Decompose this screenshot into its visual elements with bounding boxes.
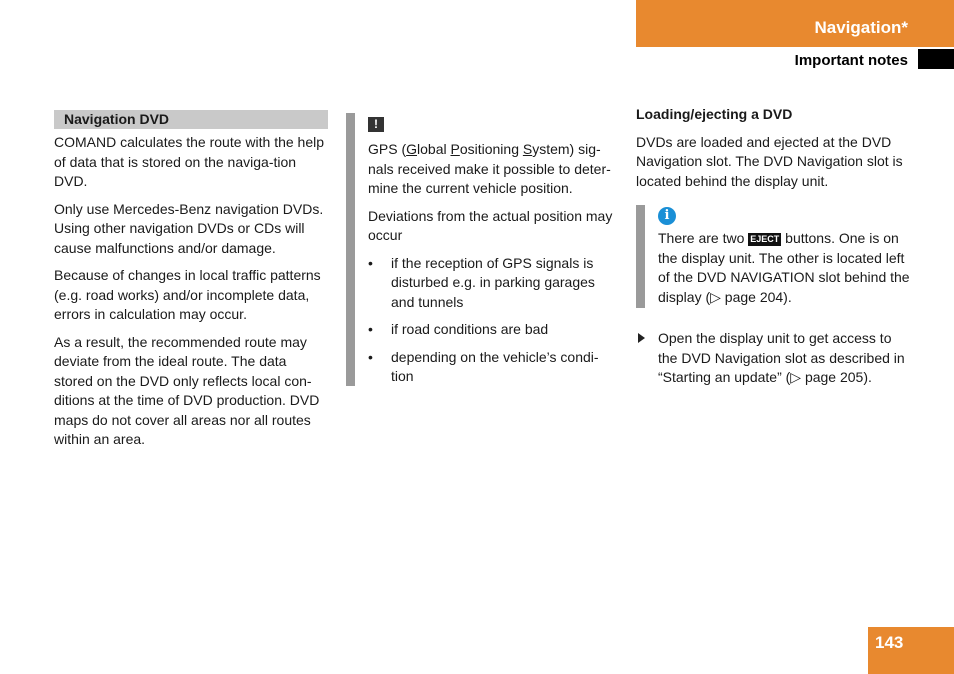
page-number-text: 143	[875, 633, 904, 652]
page-number	[868, 627, 954, 674]
chapter-title: Navigation*	[814, 18, 908, 37]
paragraph: Only use Mercedes-Benz navigation DVDs. Using other navigation DVDs or CDs will cause malfunctions and/or damage.	[54, 200, 324, 256]
warning-box	[346, 113, 618, 387]
deviation-list	[368, 254, 618, 387]
gps-paragraph: GPS (Global Positioning System) sig-nals received make it possible to deter-mine the current vehicle position.	[368, 141, 611, 196]
paragraph: Because of changes in local traffic patterns (e.g. road works) and/or incomplete data, errors in calculation may occur.	[54, 267, 321, 322]
list-item: • depending on the vehicle’s condi-tion	[368, 348, 618, 387]
instruction-step	[636, 329, 910, 388]
column-navigation-dvd	[54, 110, 328, 458]
intro-paragraph: DVDs are loaded and ejected at the DVD Navigation slot. The DVD Navigation slot is located behind the display unit.	[636, 133, 903, 189]
info-box	[636, 205, 910, 307]
step-text: Open the display unit to get access to the DVD Navigation slot as described in “Starting an update” (▷ page 205).	[658, 330, 905, 385]
loading-ejecting-heading: Loading/ejecting a DVD	[636, 106, 793, 122]
deviations-paragraph: Deviations from the actual position may occur	[368, 207, 613, 243]
eject-button-icon: EJECT	[750, 234, 780, 244]
list-item: • if the reception of GPS signals is disturbed e.g. in parking garages and tunnels	[368, 254, 618, 313]
step-arrow-icon	[638, 333, 645, 343]
paragraph: COMAND calculates the route with the help of data that is stored on the naviga-tion DVD.	[54, 134, 325, 189]
info-icon: i	[658, 207, 676, 225]
column-warning	[346, 113, 618, 395]
list-item: • if road conditions are bad	[368, 320, 618, 340]
chapter-header	[636, 0, 954, 47]
section-marker	[918, 49, 954, 69]
warning-icon: !	[368, 117, 384, 132]
column-loading-ejecting	[636, 105, 910, 388]
navigation-dvd-heading: Navigation DVD	[54, 110, 328, 129]
section-title: Important notes	[794, 52, 908, 69]
info-sidebar	[636, 205, 645, 308]
warning-sidebar	[346, 113, 355, 386]
info-paragraph: There are two EJECT buttons. One is on the display unit. The other is located left of the DVD NAVIGATION slot behind the display (▷ page 204).	[658, 230, 910, 305]
paragraph: As a result, the recommended route may deviate from the ideal route. The data stored on the DVD only reflects local con-ditions at the time of DVD production. DVD maps do not cover all areas nor all routes within an area.	[54, 333, 320, 447]
